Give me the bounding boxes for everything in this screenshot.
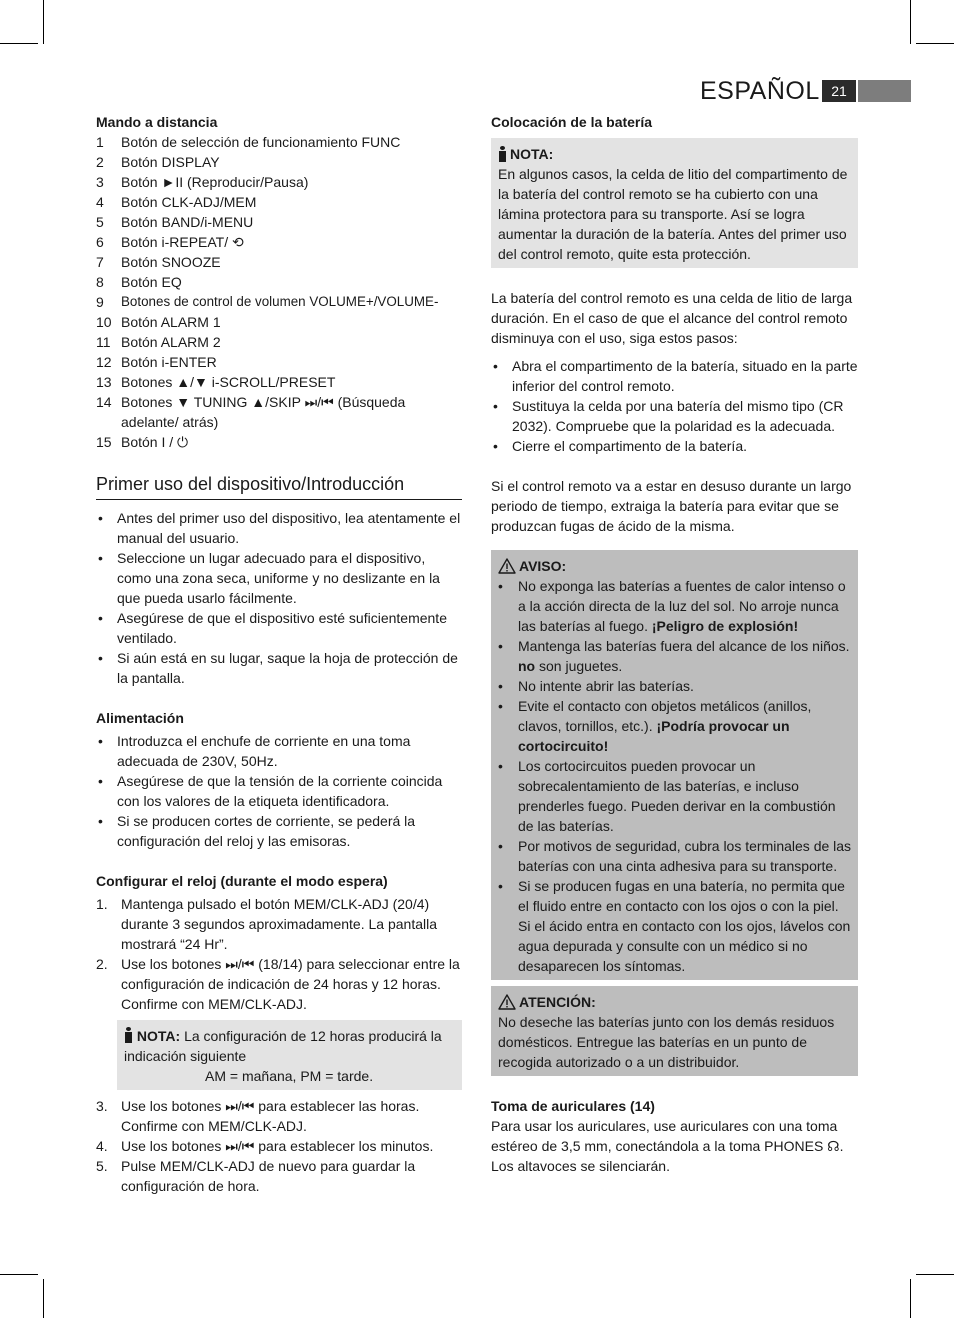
crop-mark (910, 1279, 911, 1318)
item-text: Abra el compartimento de la batería, situado en la parte inferior del control remoto. (512, 358, 858, 394)
bullet-icon: • (493, 398, 498, 414)
list-item (491, 396, 858, 436)
bullet-icon: • (498, 698, 503, 714)
remote-list (96, 132, 462, 452)
item-number: 13 (96, 374, 112, 390)
item-text: Sustituya la celda por una batería del mismo tipo (CR 2032). Compruebe que la polaridad es la adecuada. (512, 398, 844, 434)
item-text: Seleccione un lugar adecuado para el dispositivo, como una zona seca, uniforme y no deslizante en la que pueda usarlo fácilmente. (117, 550, 440, 606)
list-item (96, 212, 462, 232)
list-item (96, 272, 462, 292)
item-text: Cierre el compartimento de la batería. (512, 438, 747, 454)
list-item (96, 252, 462, 272)
step-number: 4. (96, 1138, 108, 1154)
list-item (96, 132, 462, 152)
crop-mark (43, 1279, 44, 1318)
item-number: 4 (96, 194, 104, 210)
item-text: Botón SNOOZE (121, 254, 221, 270)
item-number: 11 (96, 334, 111, 350)
bullet-icon: • (98, 773, 103, 789)
item-text: Introduzca el enchufe de corriente en una toma adecuada de 230V, 50Hz. (117, 733, 411, 769)
crop-mark (916, 1274, 954, 1275)
item-text: Botón i-ENTER (121, 354, 217, 370)
crop-mark (0, 43, 38, 44)
bullet-icon: • (498, 638, 503, 654)
remote-heading: Mando a distancia (96, 114, 218, 130)
item-text: Si se producen fugas en una batería, no permita que el fluido entre en contacto con los ojos o con la piel. Si el ácido entra en contacto con los ojos, lávelos con agua depurada y consulte con un médico si no desaparecen los síntomas. (518, 878, 851, 974)
list-item (96, 731, 462, 771)
warning-icon (498, 558, 516, 574)
crop-mark (43, 0, 44, 44)
clock-steps (96, 894, 462, 1014)
item-text: Asegúrese de que el dispositivo esté suficientemente ventilado. (117, 610, 447, 646)
item-text: Botón DISPLAY (121, 154, 220, 170)
item-text: Los cortocircuitos pueden provocar un sobrecalentamiento de las baterías, e incluso prenderles fuego. Pueden derivar en la combustión de las baterías. (518, 758, 836, 834)
note-label: NOTA: (136, 1028, 181, 1044)
clock-steps-continued (96, 1096, 462, 1196)
list-item (491, 356, 858, 396)
first-use-heading: Primer uso del dispositivo/Introducción (96, 472, 462, 500)
item-text: Botón EQ (121, 274, 182, 290)
list-item (96, 811, 462, 851)
item-number: 15 (96, 434, 112, 450)
item-text: Botón CLK-ADJ/MEM (121, 194, 257, 210)
item-text: Evite el contacto con objetos metálicos (anillos, clavos, tornillos, etc.). ¡Podría provocar un cortocircuito! (518, 698, 812, 754)
list-item (96, 292, 462, 312)
item-text: Si se producen cortes de corriente, se pederá la configuración del reloj y las emisoras. (117, 813, 416, 849)
item-text: Botones de control de volumen VOLUME+/VOLUME- (121, 294, 439, 309)
list-item (96, 894, 462, 954)
warning-label: AVISO: (519, 558, 567, 574)
bullet-icon: • (493, 358, 498, 374)
bullet-icon: • (98, 813, 103, 829)
bullet-icon: • (498, 578, 503, 594)
warning-list (498, 576, 852, 976)
clock-heading: Configurar el reloj (durante el modo espera) (96, 873, 388, 889)
list-item (96, 352, 462, 372)
step-text: Use los botones ⏭/⏮ para establecer los minutos. (121, 1138, 434, 1154)
caution-text: No deseche las baterías junto con los demás residuos domésticos. Entregue las baterías en un punto de recogida autorizado o a un distribuidor. (498, 1014, 835, 1070)
item-text: No exponga las baterías a fuentes de calor intenso o a la acción directa de la luz del sol. No arroje nunca las baterías al fuego. ¡Peligro de explosión! (518, 578, 846, 634)
bullet-icon: • (498, 678, 503, 694)
battery-disuse: Si el control remoto va a estar en desuso durante un largo periodo de tiempo, extraiga la batería para evitar que se produzcan fugas de ácido de la misma. (491, 478, 852, 534)
step-number: 3. (96, 1098, 108, 1114)
item-number: 12 (96, 354, 112, 370)
list-item (498, 676, 852, 696)
list-item (498, 696, 852, 756)
list-item (96, 152, 462, 172)
list-item (96, 172, 462, 192)
step-text: Use los botones ⏭/⏮ (18/14) para seleccionar entre la configuración de indicación de 24 horas y 12 horas. Confirme con MEM/CLK-ADJ. (121, 956, 460, 1012)
warning-box (491, 550, 858, 980)
item-text: Por motivos de seguridad, cubra los terminales de las baterías con una cinta adhesiva para su transporte. (518, 838, 852, 874)
info-icon (124, 1027, 133, 1043)
item-text: Si aún está en su lugar, saque la hoja de protección de la pantalla. (117, 650, 458, 686)
list-item (96, 1136, 462, 1156)
item-text: Botón ALARM 1 (121, 314, 221, 330)
bullet-icon: • (98, 610, 103, 626)
item-text: Botones ▼ TUNING ▲/SKIP ⏭/⏮ (Búsqueda adelante/ atrás) (121, 394, 406, 430)
step-text: Mantenga pulsado el botón MEM/CLK-ADJ (20/4) durante 3 segundos aproximadamente. La pantalla mostrará “24 Hr”. (121, 896, 437, 952)
power-heading: Alimentación (96, 710, 184, 726)
step-text: Pulse MEM/CLK-ADJ de nuevo para guardar la configuración de hora. (121, 1158, 416, 1194)
power-list (96, 731, 462, 851)
clock-note (117, 1020, 462, 1090)
list-item (498, 876, 852, 976)
note-body (124, 1026, 456, 1066)
caution-head (498, 992, 852, 1012)
list-item (498, 836, 852, 876)
item-text: Botón i-REPEAT/ ⟲ (121, 234, 244, 250)
list-item (96, 432, 462, 452)
list-item (96, 648, 462, 688)
step-text: Use los botones ⏭/⏮ para establecer las horas. Confirme con MEM/CLK-ADJ. (121, 1098, 420, 1134)
item-text: Botón ALARM 2 (121, 334, 221, 350)
item-number: 6 (96, 234, 104, 250)
bullet-icon: • (498, 758, 503, 774)
list-item (96, 372, 462, 392)
caution-box (491, 986, 858, 1076)
list-item (96, 192, 462, 212)
bullet-icon: • (98, 550, 103, 566)
item-text: Botones ▲/▼ i-SCROLL/PRESET (121, 374, 336, 390)
item-number: 9 (96, 294, 104, 310)
item-text: Asegúrese de que la tensión de la corriente coincida con los valores de la etiqueta identificadora. (117, 773, 443, 809)
page-title: ESPAÑOL (700, 77, 820, 105)
list-item (498, 636, 852, 676)
list-item (96, 954, 462, 1014)
headphones-heading: Toma de auriculares (14) (491, 1098, 655, 1114)
step-number: 5. (96, 1158, 108, 1174)
list-item (96, 332, 462, 352)
info-icon (498, 146, 507, 162)
bullet-icon: • (498, 878, 503, 894)
item-number: 1 (96, 134, 104, 150)
list-item (96, 1096, 462, 1136)
crop-mark (0, 1274, 38, 1275)
first-use-list (96, 508, 462, 688)
list-item (96, 232, 462, 252)
note-text: En algunos casos, la celda de litio del compartimento de la batería del control remoto se ha cubierto con una lámina protectora para su transporte. Así se logra aumentar la duración de la batería. Antes del primer uso del control remoto, quite esta protección. (498, 166, 848, 262)
list-item (96, 1156, 462, 1196)
warning-icon (498, 994, 516, 1010)
item-number: 5 (96, 214, 104, 230)
battery-intro: La batería del control remoto es una celda de litio de larga duración. En el caso de que el alcance del control remoto disminuya con el uso, siga estos pasos: (491, 290, 853, 346)
item-text: Botón BAND/i-MENU (121, 214, 254, 230)
note-line: AM = mañana, PM = tarde. (205, 1068, 374, 1084)
warning-head (498, 556, 852, 576)
list-item (498, 756, 852, 836)
header-bar (858, 80, 911, 102)
list-item (96, 508, 462, 548)
right-column (491, 112, 858, 1176)
battery-note (491, 138, 858, 268)
item-number: 10 (96, 314, 112, 330)
list-item (96, 548, 462, 608)
item-number: 3 (96, 174, 104, 190)
battery-steps (491, 356, 858, 456)
item-number: 8 (96, 274, 104, 290)
list-item (491, 436, 858, 456)
list-item (96, 608, 462, 648)
item-text: Mantenga las baterías fuera del alcance de los niños. no son juguetes. (518, 638, 850, 674)
note-head (498, 144, 852, 164)
list-item (498, 576, 852, 636)
bullet-icon: • (98, 733, 103, 749)
list-item (96, 392, 462, 432)
item-number: 7 (96, 254, 104, 270)
note-label: NOTA: (510, 146, 554, 162)
left-column (96, 112, 462, 1196)
item-text: No intente abrir las baterías. (518, 678, 694, 694)
bullet-icon: • (98, 650, 103, 666)
bullet-icon: • (98, 510, 103, 526)
item-number: 14 (96, 394, 112, 410)
list-item (96, 771, 462, 811)
crop-mark (910, 0, 911, 44)
crop-mark (916, 43, 954, 44)
item-text: Botón de selección de funcionamiento FUNC (121, 134, 401, 150)
step-number: 1. (96, 896, 108, 912)
item-number: 2 (96, 154, 104, 170)
note-text: La configuración de 12 horas producirá la indicación siguiente (124, 1028, 442, 1064)
headphones-text: Para usar los auriculares, use auriculares con una toma estéreo de 3,5 mm, conectándola a la toma PHONES ☊. Los altavoces se silenciarán. (491, 1118, 844, 1174)
list-item (96, 312, 462, 332)
item-text: Antes del primer uso del dispositivo, lea atentamente el manual del usuario. (117, 510, 461, 546)
item-text: Botón I / ⏻ (121, 434, 189, 450)
bullet-icon: • (493, 438, 498, 454)
bullet-icon: • (498, 838, 503, 854)
caution-label: ATENCIÓN: (519, 994, 596, 1010)
step-number: 2. (96, 956, 108, 972)
item-text: Botón ►II (Reproducir/Pausa) (121, 174, 309, 190)
battery-heading: Colocación de la batería (491, 114, 653, 130)
page-number: 21 (822, 80, 856, 102)
